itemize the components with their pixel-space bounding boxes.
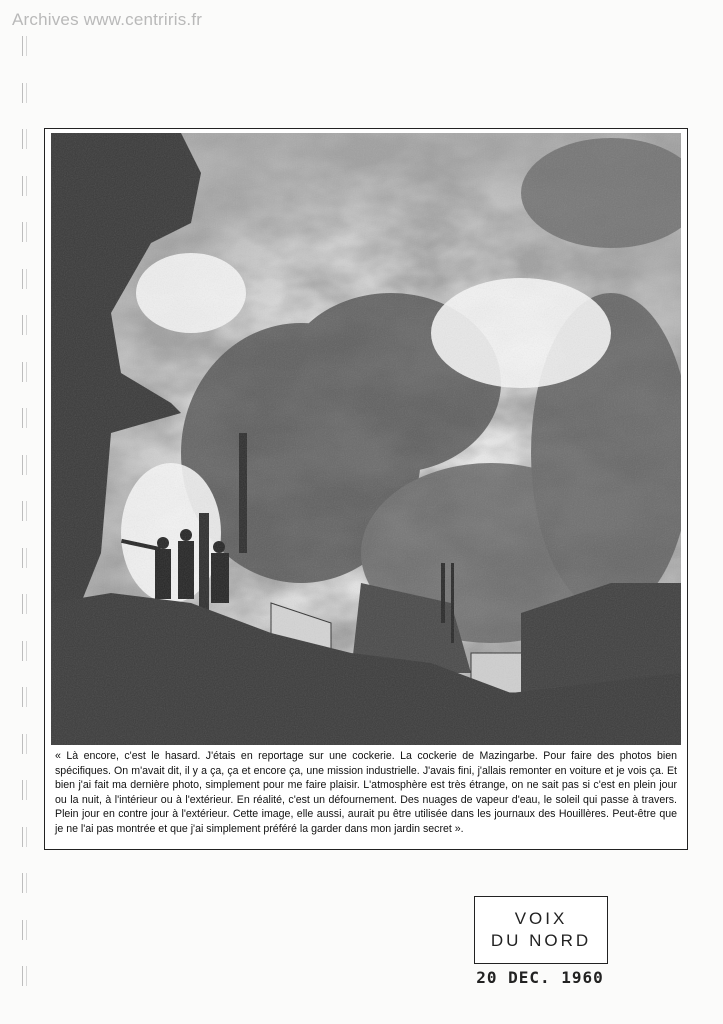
binding-hole	[22, 269, 27, 289]
binding-hole	[22, 641, 27, 661]
binding-hole	[22, 362, 27, 382]
binding-hole	[22, 734, 27, 754]
binding-hole	[22, 594, 27, 614]
binding-hole	[22, 873, 27, 893]
binding-hole	[22, 36, 27, 56]
photo-frame	[44, 128, 688, 850]
binding-hole	[22, 687, 27, 707]
binding-hole	[22, 455, 27, 475]
photo-caption: « Là encore, c'est le hasard. J'étais en reportage sur une cockerie. La cockerie de Mazingarbe. Pour faire des photos bien spécifiques. On m'avait dit, il y a ça, ça et encore ça, une mission industrielle. J'avais fini, j'allais remonter en voiture et je vois ça. Et bien j'ai fait ma dernière photo, simplement pour me faire plaisir. L'atmosphère est très étrange, on ne sait pas si c'est en plein jour ou la nuit, à l'intérieur ou à l'extérieur. En réalité, c'est un défournement. Des nuages de vapeur d'eau, le soleil qui passe à travers. Plein jour en contre jour à l'extérieur. Cette image, elle aussi, aurait pu être utilisée dans les journaux des Houillères. Peut-être que je ne l'ai pas montrée et que j'ai simplement préféré la garder dans mon jardin secret ».	[55, 750, 677, 835]
stamp-line-1: VOIX	[514, 909, 568, 928]
binding-hole	[22, 827, 27, 847]
binding-hole	[22, 315, 27, 335]
newspaper-stamp	[474, 896, 608, 964]
binding-hole	[22, 501, 27, 521]
watermark: Archives www.centriris.fr	[12, 10, 203, 29]
binding-hole	[22, 920, 27, 940]
industrial-photo	[51, 133, 681, 745]
binding-hole	[22, 83, 27, 103]
binding-hole	[22, 129, 27, 149]
binding-hole	[22, 966, 27, 986]
binding-hole	[22, 780, 27, 800]
grain	[51, 133, 681, 745]
binding-hole	[22, 222, 27, 242]
binding-hole	[22, 548, 27, 568]
binding-hole	[22, 408, 27, 428]
binding-hole	[22, 176, 27, 196]
date-stamp: 20 DEC. 1960	[476, 968, 604, 987]
binding-holes	[18, 36, 32, 1006]
stamp-line-2: DU NORD	[490, 931, 592, 950]
